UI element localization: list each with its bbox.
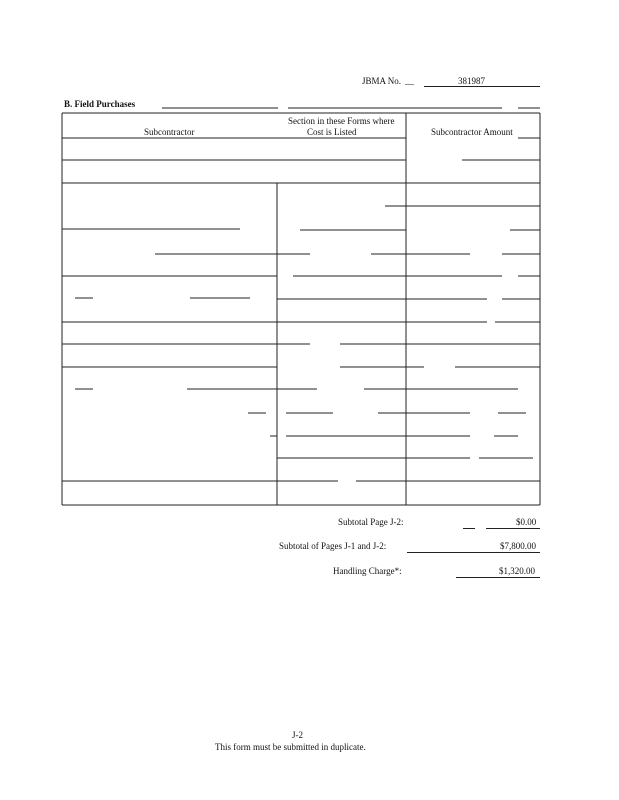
col-header-amount: Subcontractor Amount xyxy=(431,127,513,137)
section-title: B. Field Purchases xyxy=(64,99,136,109)
page-number: J-2 xyxy=(292,730,303,740)
subtotal-page-value: $0.00 xyxy=(516,517,537,527)
handling-charge-value: $1,320.00 xyxy=(499,566,535,576)
col-header-section-line2: Cost is Listed xyxy=(307,127,357,137)
subtotal-pages-underline xyxy=(407,552,540,553)
footer-note: This form must be submitted in duplicate. xyxy=(215,742,366,752)
subtotal-pages-label: Subtotal of Pages J-1 and J-2: xyxy=(279,541,387,551)
jbma-label: JBMA No. xyxy=(362,76,402,86)
subtotal-page-label: Subtotal Page J-2: xyxy=(338,517,404,527)
subtotal-page-value-underline xyxy=(486,528,540,529)
jbma-prefix: __ xyxy=(405,76,414,86)
col-header-subcontractor: Subcontractor xyxy=(144,127,195,137)
subtotal-page-underline xyxy=(463,528,475,529)
col-header-section-line1: Section in these Forms where xyxy=(288,116,395,126)
subtotal-pages-value: $7,800.00 xyxy=(500,541,536,551)
jbma-number: 381987 xyxy=(458,76,485,86)
handling-charge-underline xyxy=(456,577,540,578)
handling-charge-label: Handling Charge*: xyxy=(333,566,402,576)
